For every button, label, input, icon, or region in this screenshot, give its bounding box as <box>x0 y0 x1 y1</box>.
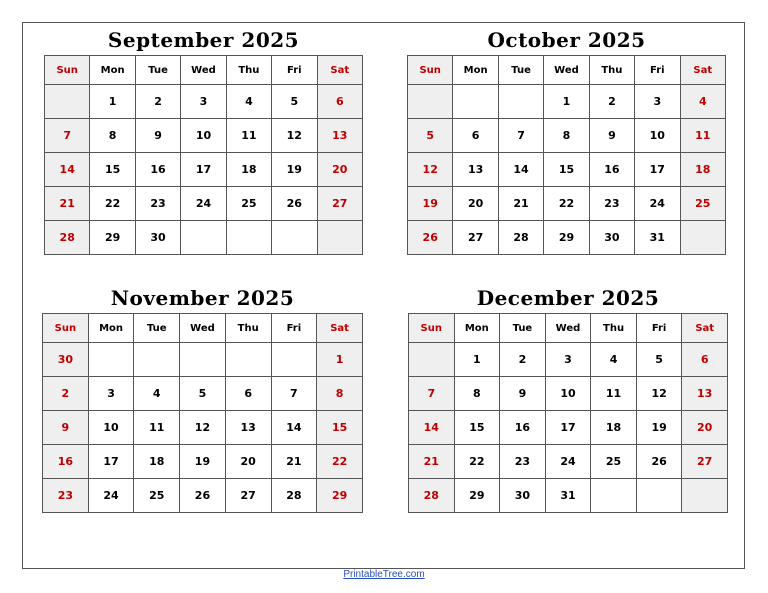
day-cell: 26 <box>636 445 682 479</box>
month-table <box>42 313 363 513</box>
weekday-header: Tue <box>134 314 180 343</box>
weekday-header: Sat <box>682 314 728 343</box>
day-cell <box>591 479 637 513</box>
day-cell <box>636 479 682 513</box>
day-cell: 22 <box>544 187 589 221</box>
day-cell: 23 <box>500 445 546 479</box>
day-cell: 13 <box>317 119 362 153</box>
week-row <box>408 153 726 187</box>
day-cell: 19 <box>272 153 317 187</box>
day-cell: 8 <box>317 377 363 411</box>
week-row <box>43 377 363 411</box>
day-cell: 12 <box>180 411 226 445</box>
day-cell: 5 <box>180 377 226 411</box>
day-cell: 28 <box>271 479 317 513</box>
day-cell: 28 <box>498 221 543 255</box>
weekday-header: Wed <box>544 56 589 85</box>
day-cell: 15 <box>544 153 589 187</box>
day-cell: 2 <box>135 85 180 119</box>
weekday-header: Mon <box>454 314 500 343</box>
day-cell <box>271 343 317 377</box>
day-cell <box>409 343 455 377</box>
day-cell: 29 <box>544 221 589 255</box>
month-title: October 2025 <box>487 28 646 52</box>
day-cell <box>317 221 362 255</box>
weekday-header: Thu <box>225 314 271 343</box>
weekday-header: Thu <box>591 314 637 343</box>
weekday-header: Thu <box>226 56 271 85</box>
day-cell: 21 <box>271 445 317 479</box>
day-cell: 26 <box>272 187 317 221</box>
day-cell: 30 <box>500 479 546 513</box>
weekday-header: Fri <box>636 314 682 343</box>
month-table <box>407 55 726 255</box>
day-cell <box>134 343 180 377</box>
day-cell: 20 <box>225 445 271 479</box>
day-cell: 23 <box>589 187 634 221</box>
day-cell: 17 <box>181 153 226 187</box>
day-cell: 18 <box>591 411 637 445</box>
day-cell: 15 <box>317 411 363 445</box>
day-cell: 16 <box>135 153 180 187</box>
day-cell: 8 <box>454 377 500 411</box>
day-cell: 31 <box>635 221 680 255</box>
day-cell: 6 <box>453 119 498 153</box>
day-cell: 7 <box>45 119 90 153</box>
month-table <box>44 55 363 255</box>
week-row <box>409 479 728 513</box>
day-cell: 8 <box>90 119 135 153</box>
week-row <box>43 343 363 377</box>
day-cell: 2 <box>43 377 89 411</box>
day-cell: 18 <box>134 445 180 479</box>
day-cell: 22 <box>317 445 363 479</box>
day-cell: 10 <box>181 119 226 153</box>
day-cell: 27 <box>317 187 362 221</box>
weekday-header: Sun <box>408 56 453 85</box>
weekday-header: Mon <box>90 56 135 85</box>
day-cell: 30 <box>589 221 634 255</box>
day-cell: 8 <box>544 119 589 153</box>
day-cell: 24 <box>545 445 591 479</box>
day-cell: 23 <box>135 187 180 221</box>
weekday-header: Sun <box>45 56 90 85</box>
day-cell: 12 <box>272 119 317 153</box>
day-cell: 5 <box>272 85 317 119</box>
day-cell <box>453 85 498 119</box>
weekday-header: Wed <box>545 314 591 343</box>
day-cell: 2 <box>500 343 546 377</box>
day-cell <box>225 343 271 377</box>
day-cell: 28 <box>45 221 90 255</box>
day-cell: 11 <box>226 119 271 153</box>
weekday-header: Sat <box>317 314 363 343</box>
day-cell: 25 <box>134 479 180 513</box>
day-cell: 16 <box>589 153 634 187</box>
day-cell: 7 <box>498 119 543 153</box>
day-cell: 14 <box>409 411 455 445</box>
day-cell: 24 <box>635 187 680 221</box>
week-row <box>43 411 363 445</box>
day-cell: 2 <box>589 85 634 119</box>
day-cell: 1 <box>90 85 135 119</box>
day-cell: 27 <box>682 445 728 479</box>
weekday-header: Tue <box>500 314 546 343</box>
day-cell: 29 <box>317 479 363 513</box>
day-cell: 16 <box>500 411 546 445</box>
week-row <box>43 479 363 513</box>
day-cell: 5 <box>408 119 453 153</box>
day-cell <box>180 343 226 377</box>
week-row <box>45 221 363 255</box>
day-cell: 20 <box>682 411 728 445</box>
day-cell: 11 <box>680 119 725 153</box>
day-cell: 1 <box>317 343 363 377</box>
day-cell: 26 <box>180 479 226 513</box>
month-calendar <box>44 25 363 255</box>
day-cell: 10 <box>545 377 591 411</box>
day-cell: 1 <box>544 85 589 119</box>
month-title: November 2025 <box>110 286 295 310</box>
day-cell: 14 <box>498 153 543 187</box>
day-cell: 10 <box>88 411 134 445</box>
day-cell: 13 <box>682 377 728 411</box>
day-cell: 18 <box>680 153 725 187</box>
week-row <box>43 445 363 479</box>
week-row <box>409 377 728 411</box>
day-cell: 21 <box>45 187 90 221</box>
day-cell: 9 <box>500 377 546 411</box>
day-cell <box>408 85 453 119</box>
day-cell: 9 <box>589 119 634 153</box>
day-cell: 27 <box>453 221 498 255</box>
day-cell: 22 <box>90 187 135 221</box>
day-cell: 29 <box>90 221 135 255</box>
weekday-header-row <box>408 56 726 85</box>
week-row <box>45 187 363 221</box>
day-cell: 3 <box>88 377 134 411</box>
day-cell: 12 <box>408 153 453 187</box>
day-cell: 13 <box>453 153 498 187</box>
day-cell: 26 <box>408 221 453 255</box>
day-cell: 10 <box>635 119 680 153</box>
day-cell: 16 <box>43 445 89 479</box>
day-cell <box>680 221 725 255</box>
month-title: December 2025 <box>476 286 660 310</box>
weekday-header: Sun <box>43 314 89 343</box>
weekday-header: Fri <box>271 314 317 343</box>
day-cell: 19 <box>180 445 226 479</box>
day-cell: 24 <box>88 479 134 513</box>
week-row <box>409 343 728 377</box>
weekday-header-row <box>409 314 728 343</box>
day-cell: 4 <box>680 85 725 119</box>
day-cell: 29 <box>454 479 500 513</box>
day-cell: 31 <box>545 479 591 513</box>
day-cell: 9 <box>135 119 180 153</box>
day-cell <box>88 343 134 377</box>
day-cell: 6 <box>682 343 728 377</box>
day-cell: 6 <box>225 377 271 411</box>
weekday-header: Thu <box>589 56 634 85</box>
day-cell: 12 <box>636 377 682 411</box>
week-row <box>45 85 363 119</box>
month-table <box>408 313 728 513</box>
day-cell: 13 <box>225 411 271 445</box>
day-cell: 28 <box>409 479 455 513</box>
day-cell: 6 <box>317 85 362 119</box>
day-cell: 7 <box>271 377 317 411</box>
day-cell: 3 <box>545 343 591 377</box>
month-calendar <box>42 283 363 513</box>
day-cell: 25 <box>226 187 271 221</box>
weekday-header: Mon <box>88 314 134 343</box>
day-cell: 14 <box>45 153 90 187</box>
day-cell: 17 <box>545 411 591 445</box>
week-row <box>409 411 728 445</box>
day-cell <box>682 479 728 513</box>
weekday-header: Sat <box>680 56 725 85</box>
day-cell: 15 <box>90 153 135 187</box>
day-cell: 20 <box>317 153 362 187</box>
day-cell: 20 <box>453 187 498 221</box>
day-cell <box>272 221 317 255</box>
weekday-header: Sun <box>409 314 455 343</box>
day-cell <box>226 221 271 255</box>
day-cell: 22 <box>454 445 500 479</box>
day-cell: 21 <box>409 445 455 479</box>
weekday-header: Sat <box>317 56 362 85</box>
day-cell: 11 <box>591 377 637 411</box>
day-cell: 3 <box>635 85 680 119</box>
day-cell: 25 <box>680 187 725 221</box>
day-cell: 18 <box>226 153 271 187</box>
day-cell <box>45 85 90 119</box>
day-cell: 4 <box>134 377 180 411</box>
weekday-header: Wed <box>180 314 226 343</box>
weekday-header: Wed <box>181 56 226 85</box>
day-cell: 15 <box>454 411 500 445</box>
weekday-header: Tue <box>135 56 180 85</box>
day-cell: 1 <box>454 343 500 377</box>
day-cell: 17 <box>635 153 680 187</box>
day-cell: 19 <box>408 187 453 221</box>
weekday-header: Tue <box>498 56 543 85</box>
week-row <box>408 221 726 255</box>
weekday-header: Fri <box>272 56 317 85</box>
day-cell: 19 <box>636 411 682 445</box>
month-title: September 2025 <box>107 28 300 52</box>
day-cell: 23 <box>43 479 89 513</box>
footer-link[interactable]: PrintableTree.com <box>343 569 425 580</box>
day-cell: 11 <box>134 411 180 445</box>
day-cell: 5 <box>636 343 682 377</box>
weekday-header: Fri <box>635 56 680 85</box>
day-cell: 30 <box>43 343 89 377</box>
day-cell: 7 <box>409 377 455 411</box>
weekday-header: Mon <box>453 56 498 85</box>
day-cell: 9 <box>43 411 89 445</box>
day-cell: 27 <box>225 479 271 513</box>
day-cell: 30 <box>135 221 180 255</box>
day-cell: 3 <box>181 85 226 119</box>
day-cell <box>498 85 543 119</box>
weekday-header-row <box>43 314 363 343</box>
week-row <box>45 153 363 187</box>
day-cell: 14 <box>271 411 317 445</box>
day-cell: 17 <box>88 445 134 479</box>
month-calendar <box>408 283 728 513</box>
day-cell: 25 <box>591 445 637 479</box>
day-cell: 21 <box>498 187 543 221</box>
day-cell: 4 <box>591 343 637 377</box>
week-row <box>408 187 726 221</box>
day-cell: 24 <box>181 187 226 221</box>
week-row <box>45 119 363 153</box>
month-calendar <box>407 25 726 255</box>
day-cell <box>181 221 226 255</box>
day-cell: 4 <box>226 85 271 119</box>
weekday-header-row <box>45 56 363 85</box>
week-row <box>408 85 726 119</box>
week-row <box>409 445 728 479</box>
week-row <box>408 119 726 153</box>
